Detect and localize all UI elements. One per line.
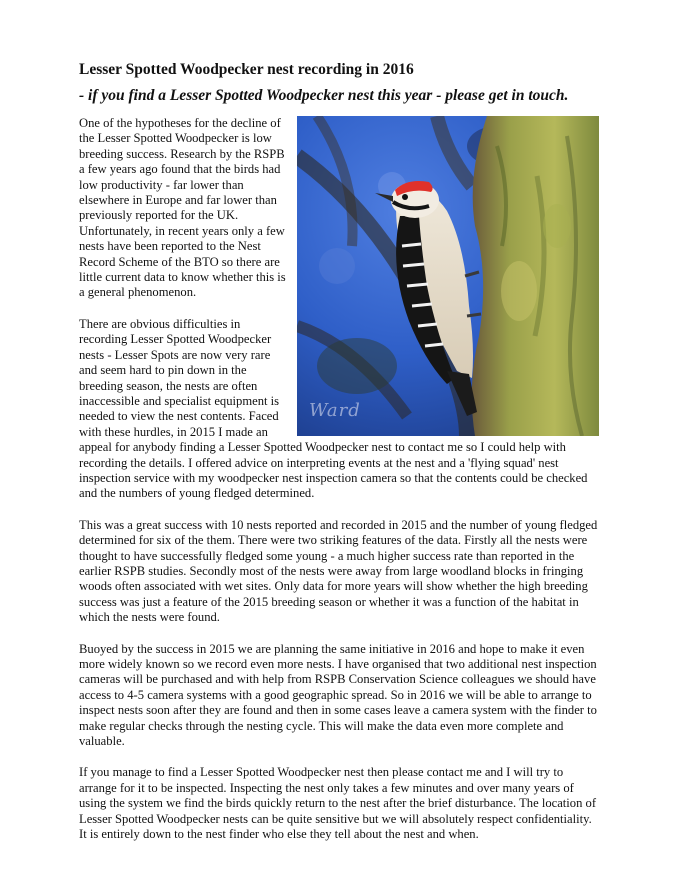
paragraph-1: One of the hypotheses for the decline of the Lesser Spotted Woodpecker is low breeding success. Research by the RSPB a few years ago found that the birds had low productivity - far lower than elsewhere in Europe and far lower than previously reported for the UK. Unfortunately, in recent years only a few nests have been reported to the Nest Record Scheme of the BTO so there are little current data to know whether this is a general phenomenon. [79,116,286,300]
woodpecker-photo [297,116,599,436]
article-body [79,116,599,842]
article [79,60,599,858]
article-subtitle: - if you find a Lesser Spotted Woodpecker nest this year - please get in touch. [79,87,569,104]
paragraph-3: This was a great success with 10 nests reported and recorded in 2015 and the number of young fledged determined for six of the them. There were two striking features of the data. Firstly all the nests were thought to have successfully fledged some young - a much higher success rate than reported in the earlier RSPB studies. Secondly most of the nests were away from large woodland blocks in fringing woods often associated with wet sites. Only data for more years will show whether the high breeding success was just a feature of the 2015 breeding season or whether it was a function of the habitat in which the nests were found. [79,517,598,625]
paragraph-2: There are obvious difficulties in recording Lesser Spotted Woodpecker nests - Lesser Spots are now very rare and seem hard to pin down in the breeding season, the nests are often inaccessible and specialist equipment is needed to view the nest contents. Faced with these hurdles, in 2015 I made an appeal for anybody finding a Lesser Spotted Woodpecker nest to contact me so I could help with recording the details. I offered advice on interpreting events at the nest and a 'flying squad' nest inspection service with my woodpecker nest inspection camera so that the contents could be checked and the numbers of young fledged determined. [79,316,588,501]
woodpecker-illustration [297,116,599,436]
paragraph-5: If you manage to find a Lesser Spotted Woodpecker nest then please contact me and I will try to arrange for it to be inspected. Inspecting the nest only takes a few minutes and over many years of using the system we find the birds quickly return to the nest after the brief disturbance. The location of Lesser Spotted Woodpecker nests can be quite sensitive but we will absolutely respect confidentiality. It is entirely down to the nest finder who else they tell about the nest and when. [79,765,597,842]
article-title: Lesser Spotted Woodpecker nest recording in 2016 [79,61,414,78]
photo-watermark: Ward [309,399,361,421]
paragraph-4: Buoyed by the success in 2015 we are planning the same initiative in 2016 and hope to make it even more widely known so we record even more nests. I have organised that two additional nest inspection cameras will be purchased and with help from RSPB Conservation Science colleagues we should have access to 4-5 camera systems with a good geographic spread. So in 2016 we will be able to arrange to inspect nests soon after they are found and then in some cases leave a camera system with the finder to make regular checks through the nesting cycle. This will make the data even more complete and valuable. [79,641,597,749]
